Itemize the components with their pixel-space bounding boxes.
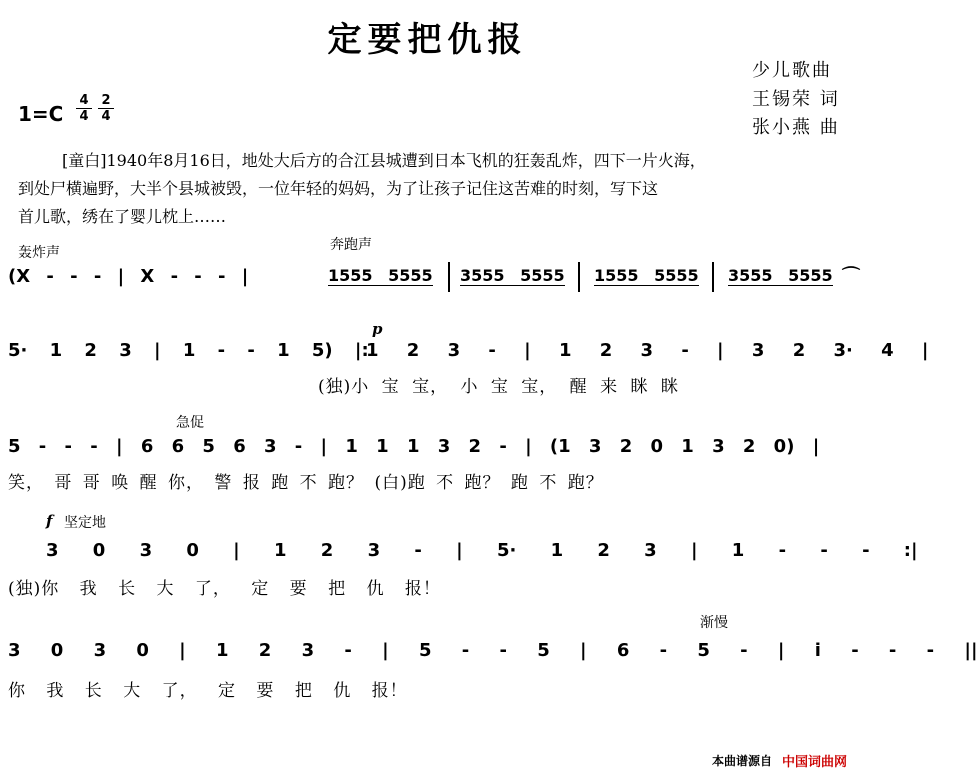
row2-notes-intro: 5· 1 2 3 | 1 - - 1 5) |: bbox=[8, 340, 369, 361]
row5-notes: 3 0 3 0 | 1 2 3 - | 5 - - 5 | 6 - 5 - | i - - - || bbox=[8, 640, 978, 661]
mark-explosion: 轰炸声 bbox=[18, 245, 60, 261]
row3-notes: 5 - - - | 6 6 5 6 3 - | 1 1 1 3 2 - | (1 3 2 0 1 3 2 0) | bbox=[8, 436, 820, 457]
row1-measure-4: 3555 5555 bbox=[728, 266, 833, 285]
footer-source: 本曲谱源自 bbox=[712, 754, 773, 768]
barline bbox=[448, 262, 450, 292]
mark-slowing: 渐慢 bbox=[700, 615, 728, 631]
row1-measure-1: 1555 5555 bbox=[328, 266, 433, 285]
mark-running: 奔跑声 bbox=[330, 237, 372, 253]
row3-lyric: 笑， 哥 哥 唤 醒 你， 警 报 跑 不 跑？ (白)跑 不 跑？ 跑 不 跑？ bbox=[8, 473, 604, 493]
time-signature-2-4 bbox=[98, 94, 114, 123]
page-title: 定要把仇报 bbox=[327, 20, 528, 60]
row5-lyric: 你 我 长 大 了， 定 要 把 仇 报！ bbox=[8, 681, 408, 701]
time-bottom: 4 bbox=[79, 109, 89, 124]
time-bottom: 4 bbox=[101, 109, 111, 124]
row2-lyric: (独)小 宝 宝， 小 宝 宝， 醒 来 眯 眯 bbox=[318, 377, 679, 397]
row1-intro: (X - - - | X - - - | bbox=[8, 266, 249, 287]
credit-lyricist: 王锡荣 词 bbox=[752, 89, 840, 110]
narration-line-3: 首儿歌，绣在了婴儿枕上…… bbox=[18, 207, 227, 226]
credit-genre: 少儿歌曲 bbox=[752, 60, 832, 81]
barline bbox=[712, 262, 714, 292]
mark-urgent: 急促 bbox=[176, 415, 204, 431]
narration-line-1: [童白]1940年8月16日，地处大后方的合江县城遭到日本飞机的狂轰乱炸，四下一片火海， bbox=[62, 151, 706, 170]
row4-lyric: (独)你 我 长 大 了， 定 要 把 仇 报！ bbox=[8, 579, 441, 599]
key-signature: 1=C bbox=[18, 102, 64, 126]
row1-measure-3: 1555 5555 bbox=[594, 266, 699, 285]
row1-measure-2: 3555 5555 bbox=[460, 266, 565, 285]
barline bbox=[578, 262, 580, 292]
row2-notes-verse: 1 2 3 - | 1 2 3 - | 3 2 3· 4 | bbox=[366, 340, 929, 361]
dynamic-forte: f bbox=[46, 512, 53, 530]
credit-composer: 张小燕 曲 bbox=[752, 117, 840, 138]
mark-firm: 坚定地 bbox=[64, 515, 106, 531]
dynamic-piano: p bbox=[372, 320, 383, 338]
narration-line-2: 到处尸横遍野，大半个县城被毁，一位年轻的妈妈，为了让孩子记住这苦难的时刻，写下这 bbox=[18, 179, 659, 198]
row4-notes: 3 0 3 0 | 1 2 3 - | 5· 1 2 3 | 1 - - - :| bbox=[46, 540, 918, 561]
time-top: 4 bbox=[79, 93, 89, 108]
fermata-icon: ⌒ bbox=[842, 266, 860, 287]
time-signature-4-4 bbox=[76, 94, 92, 123]
footer-site[interactable]: 中国词曲网 bbox=[782, 755, 848, 770]
time-top: 2 bbox=[101, 93, 111, 108]
